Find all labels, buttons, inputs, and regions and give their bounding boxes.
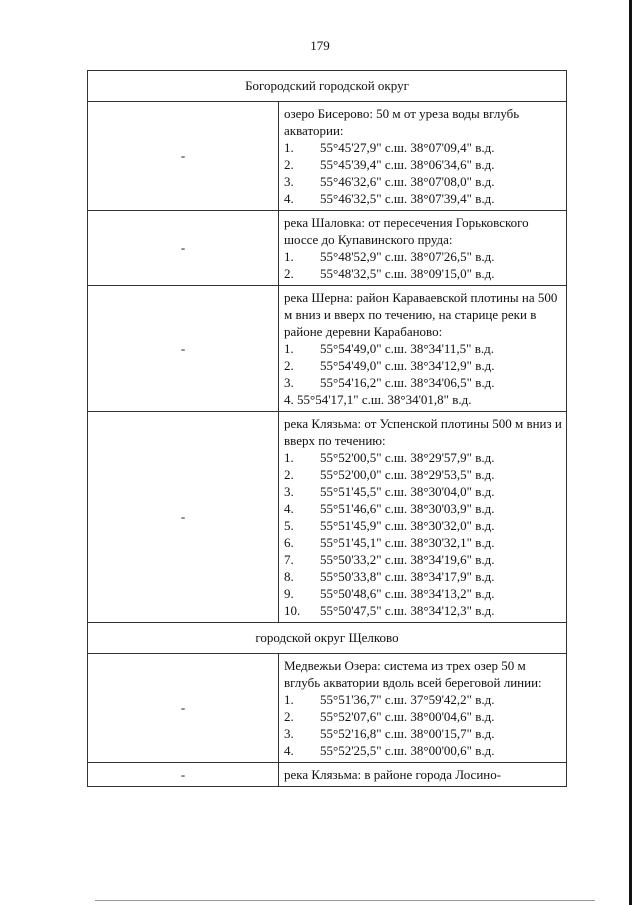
scan-edge: [629, 0, 632, 905]
empty-cell: -: [88, 654, 279, 763]
coordinate-line: [284, 190, 562, 207]
coordinate-number: 1.: [284, 692, 294, 707]
table-row: [88, 286, 567, 412]
table-row: [88, 412, 567, 623]
coordinate-number: 2.: [284, 157, 294, 172]
scan-edge-bottom: [95, 900, 595, 901]
coordinate-value: 55°46'32,5" с.ш. 38°07'39,4" в.д.: [320, 191, 495, 206]
location-cell: [279, 412, 567, 623]
empty-cell: -: [88, 412, 279, 623]
coordinate-line: [284, 357, 562, 374]
coordinate-line: [284, 517, 562, 534]
coordinate-number: 8.: [284, 569, 294, 584]
empty-cell: -: [88, 211, 279, 286]
table-row: [88, 763, 567, 787]
coordinate-line: [284, 173, 562, 190]
coordinate-value: 55°50'48,6" с.ш. 38°34'13,2" в.д.: [320, 586, 495, 601]
coordinate-number: 3.: [284, 174, 294, 189]
coordinate-number: 3.: [284, 375, 294, 390]
coordinate-line: [284, 742, 562, 759]
coordinate-value: 55°51'45,9" с.ш. 38°30'32,0" в.д.: [320, 518, 495, 533]
location-cell: [279, 211, 567, 286]
coordinate-number: 10.: [284, 603, 301, 618]
coordinate-number: 2.: [284, 467, 294, 482]
page-number: 179: [310, 38, 330, 53]
coordinate-line: [284, 602, 562, 619]
coordinate-number: 1.: [284, 450, 294, 465]
coordinate-line: [284, 466, 562, 483]
coordinate-line: [284, 139, 562, 156]
coordinate-line: [284, 483, 562, 500]
coordinate-line: [284, 340, 562, 357]
empty-cell: -: [88, 102, 279, 211]
location-cell: [279, 286, 567, 412]
coordinate-line: [284, 691, 562, 708]
coordinate-value: 55°51'45,1" с.ш. 38°30'32,1" в.д.: [320, 535, 495, 550]
coordinate-value: 55°48'32,5" с.ш. 38°09'15,0" в.д.: [320, 266, 495, 281]
section-title: Богородский городской округ: [88, 71, 567, 102]
coordinate-number: 5.: [284, 518, 294, 533]
coordinate-line: [284, 551, 562, 568]
coordinate-line: [284, 585, 562, 602]
coordinate-value: 55°50'33,2" с.ш. 38°34'19,6" в.д.: [320, 552, 495, 567]
coordinate-line: [284, 449, 562, 466]
coordinate-value: 55°54'49,0" с.ш. 38°34'11,5" в.д.: [320, 341, 494, 356]
coordinate-number: 9.: [284, 586, 294, 601]
coordinate-line: [284, 534, 562, 551]
location-description: Медвежьи Озера: система из трех озер 50 м вглубь акватории вдоль всей береговой линии:: [284, 658, 542, 690]
coordinate-number: 4.: [284, 191, 294, 206]
coordinate-value: 55°50'47,5" с.ш. 38°34'12,3" в.д.: [320, 603, 495, 618]
coordinate-value: 55°45'39,4" с.ш. 38°06'34,6" в.д.: [320, 157, 495, 172]
coordinate-line: [284, 500, 562, 517]
location-cell: [279, 654, 567, 763]
coordinate-number: 4.: [284, 743, 294, 758]
table-row: [88, 211, 567, 286]
coordinate-value: 55°51'45,5" с.ш. 38°30'04,0" в.д.: [320, 484, 495, 499]
coordinate-line: [284, 374, 562, 391]
section-header-row: [88, 623, 567, 654]
coordinate-number: 3.: [284, 726, 294, 741]
location-description: река Шерна: район Караваевской плотины на 500 м вниз и вверх по течению, на старице реки в районе деревни Карабаново:: [284, 290, 558, 339]
coordinate-line: [284, 248, 562, 265]
coordinate-value: 55°50'33,8" с.ш. 38°34'17,9" в.д.: [320, 569, 495, 584]
coordinate-line: [284, 708, 562, 725]
coordinate-number: 4.: [284, 501, 294, 516]
coordinate-value: 55°52'00,0" с.ш. 38°29'53,5" в.д.: [320, 467, 495, 482]
coordinate-line: [284, 156, 562, 173]
coordinate-number: 1.: [284, 341, 294, 356]
zones-table: [87, 70, 567, 787]
section-title: городской округ Щелково: [88, 623, 567, 654]
coordinate-number: 1.: [284, 249, 294, 264]
coordinate-number: 1.: [284, 140, 294, 155]
coordinate-number: 2.: [284, 709, 294, 724]
coordinate-line: 4. 55°54'17,1" с.ш. 38°34'01,8" в.д.: [284, 392, 472, 407]
coordinate-value: 55°52'00,5" с.ш. 38°29'57,9" в.д.: [320, 450, 495, 465]
coordinate-line: [284, 725, 562, 742]
coordinate-value: 55°46'32,6" с.ш. 38°07'08,0" в.д.: [320, 174, 495, 189]
location-description: озеро Бисерово: 50 м от уреза воды вглубь акватории:: [284, 106, 520, 138]
coordinate-value: 55°52'25,5" с.ш. 38°00'00,6" в.д.: [320, 743, 495, 758]
location-cell: [279, 763, 567, 787]
coordinate-value: 55°52'16,8" с.ш. 38°00'15,7" в.д.: [320, 726, 495, 741]
coordinate-number: 2.: [284, 358, 294, 373]
coordinate-value: 55°51'46,6" с.ш. 38°30'03,9" в.д.: [320, 501, 495, 516]
empty-cell: -: [88, 763, 279, 787]
location-description: река Клязьма: от Успенской плотины 500 м вниз и вверх по течению:: [284, 416, 562, 448]
coordinate-line: [284, 568, 562, 585]
coordinate-number: 6.: [284, 535, 294, 550]
coordinate-value: 55°52'07,6" с.ш. 38°00'04,6" в.д.: [320, 709, 495, 724]
coordinate-value: 55°51'36,7" с.ш. 37°59'42,2" в.д.: [320, 692, 495, 707]
coordinate-number: 7.: [284, 552, 294, 567]
table-row: [88, 654, 567, 763]
table-row: [88, 102, 567, 211]
coordinate-value: 55°45'27,9" с.ш. 38°07'09,4" в.д.: [320, 140, 495, 155]
coordinate-value: 55°54'16,2" с.ш. 38°34'06,5" в.д.: [320, 375, 495, 390]
section-header-row: [88, 71, 567, 102]
coordinate-value: 55°54'49,0" с.ш. 38°34'12,9" в.д.: [320, 358, 495, 373]
empty-cell: -: [88, 286, 279, 412]
location-description: река Клязьма: в районе города Лосино-: [284, 767, 502, 782]
location-description: река Шаловка: от пересечения Горьковского шоссе до Купавинского пруда:: [284, 215, 529, 247]
location-cell: [279, 102, 567, 211]
coordinate-number: 2.: [284, 266, 294, 281]
coordinate-number: 3.: [284, 484, 294, 499]
coordinate-value: 55°48'52,9" с.ш. 38°07'26,5" в.д.: [320, 249, 495, 264]
coordinate-line: [284, 265, 562, 282]
